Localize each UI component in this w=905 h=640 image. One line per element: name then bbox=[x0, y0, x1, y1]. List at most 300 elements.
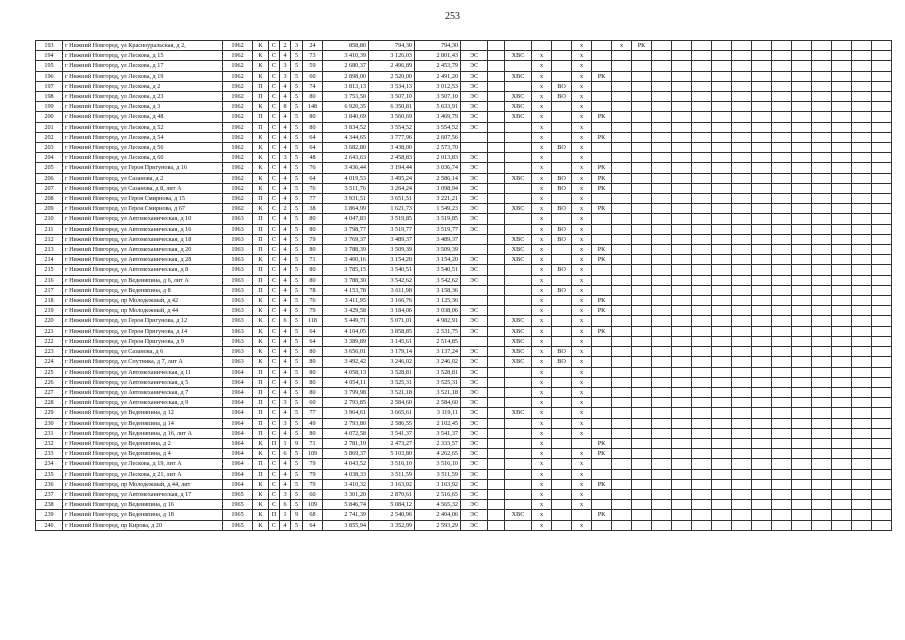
table-cell bbox=[672, 153, 692, 163]
table-cell: 208 bbox=[36, 194, 63, 204]
table-cell: ЭС bbox=[461, 500, 488, 510]
table-cell: 3 507,10 bbox=[369, 92, 415, 102]
table-cell bbox=[812, 296, 832, 306]
table-cell: ЭС bbox=[461, 306, 488, 316]
table-cell: 71 bbox=[303, 255, 323, 265]
table-cell bbox=[872, 81, 892, 91]
table-cell: 3 410,32 bbox=[323, 479, 369, 489]
table-cell: 4 bbox=[280, 173, 291, 183]
table-cell: 3 154,20 bbox=[415, 255, 461, 265]
table-row bbox=[36, 61, 892, 71]
table-cell bbox=[832, 316, 852, 326]
table-cell bbox=[752, 367, 772, 377]
table-cell bbox=[752, 122, 772, 132]
table-cell: С bbox=[269, 500, 280, 510]
table-cell: 2 bbox=[280, 204, 291, 214]
table-cell bbox=[732, 224, 752, 234]
address-cell: г Нижний Новгород, ул Лескова, д 17 bbox=[63, 61, 223, 71]
table-cell: x bbox=[572, 224, 592, 234]
table-cell bbox=[692, 357, 712, 367]
table-cell: ЭС bbox=[461, 316, 488, 326]
table-row bbox=[36, 153, 892, 163]
table-cell bbox=[732, 489, 752, 499]
table-cell bbox=[732, 194, 752, 204]
table-cell bbox=[712, 122, 732, 132]
table-cell bbox=[812, 71, 832, 81]
table-cell bbox=[832, 102, 852, 112]
table-cell: 3 163,92 bbox=[415, 479, 461, 489]
table-cell bbox=[852, 122, 872, 132]
table-cell bbox=[812, 316, 832, 326]
table-cell: 5 bbox=[291, 163, 303, 173]
table-cell bbox=[592, 347, 612, 357]
table-cell bbox=[812, 224, 832, 234]
address-cell: г Нижний Новгород, ул Автомеханическая, д 9 bbox=[63, 398, 223, 408]
table-cell bbox=[652, 459, 672, 469]
table-cell: 4 bbox=[280, 143, 291, 153]
table-cell: 4 153,78 bbox=[323, 285, 369, 295]
table-cell bbox=[792, 449, 812, 459]
table-row bbox=[36, 173, 892, 183]
table-cell: 5 bbox=[291, 326, 303, 336]
table-cell bbox=[632, 92, 652, 102]
table-cell bbox=[812, 41, 832, 51]
table-cell bbox=[692, 438, 712, 448]
table-cell: ЭС bbox=[461, 438, 488, 448]
address-cell: г Нижний Новгород, ул Автомеханическая, д 11 bbox=[63, 367, 223, 377]
table-row bbox=[36, 234, 892, 244]
table-cell: К bbox=[253, 41, 269, 51]
table-cell bbox=[505, 143, 532, 153]
table-cell: 1962 bbox=[223, 163, 253, 173]
table-cell bbox=[852, 102, 872, 112]
table-cell bbox=[692, 245, 712, 255]
table-cell bbox=[612, 377, 632, 387]
table-row bbox=[36, 255, 892, 265]
table-cell bbox=[832, 285, 852, 295]
table-cell: 77 bbox=[303, 408, 323, 418]
address-cell: г Нижний Новгород, ул Автомеханическая, д 16 bbox=[63, 224, 223, 234]
table-row bbox=[36, 398, 892, 408]
table-cell bbox=[505, 81, 532, 91]
table-cell: П bbox=[253, 92, 269, 102]
table-cell: ЭС bbox=[461, 163, 488, 173]
table-cell: К bbox=[253, 183, 269, 193]
table-cell: 1964 bbox=[223, 459, 253, 469]
table-cell bbox=[672, 132, 692, 142]
table-cell bbox=[712, 367, 732, 377]
table-cell bbox=[632, 418, 652, 428]
table-cell: 1 864,99 bbox=[323, 204, 369, 214]
table-cell bbox=[652, 306, 672, 316]
table-cell: 3 098,94 bbox=[415, 183, 461, 193]
table-cell bbox=[832, 469, 852, 479]
table-cell: 76 bbox=[303, 163, 323, 173]
table-cell bbox=[592, 316, 612, 326]
table-cell: ВО bbox=[552, 224, 572, 234]
table-cell: x bbox=[572, 418, 592, 428]
table-cell bbox=[732, 418, 752, 428]
table-cell: 5 bbox=[291, 377, 303, 387]
table-cell bbox=[692, 306, 712, 316]
table-cell bbox=[672, 326, 692, 336]
table-cell: 1962 bbox=[223, 143, 253, 153]
table-body bbox=[36, 41, 892, 531]
table-cell: 9 bbox=[291, 438, 303, 448]
table-cell: 1963 bbox=[223, 347, 253, 357]
table-cell bbox=[488, 265, 505, 275]
table-row bbox=[36, 81, 892, 91]
table-cell: 5 bbox=[291, 336, 303, 346]
table-row bbox=[36, 357, 892, 367]
table-cell bbox=[692, 183, 712, 193]
table-cell bbox=[652, 214, 672, 224]
table-cell bbox=[652, 510, 672, 520]
table-cell: 197 bbox=[36, 81, 63, 91]
table-cell: 1963 bbox=[223, 255, 253, 265]
table-cell: С bbox=[269, 347, 280, 357]
table-cell: 3 516,10 bbox=[415, 459, 461, 469]
table-cell bbox=[792, 479, 812, 489]
table-cell: 1 549,23 bbox=[415, 204, 461, 214]
table-cell bbox=[772, 398, 792, 408]
table-cell bbox=[672, 459, 692, 469]
table-cell: 1962 bbox=[223, 102, 253, 112]
table-cell bbox=[712, 163, 732, 173]
table-cell: ХВС bbox=[505, 51, 532, 61]
table-cell: x bbox=[572, 336, 592, 346]
table-cell bbox=[505, 153, 532, 163]
table-cell: 109 bbox=[303, 449, 323, 459]
table-row bbox=[36, 92, 892, 102]
table-cell bbox=[852, 377, 872, 387]
table-cell bbox=[852, 194, 872, 204]
table-cell: 74 bbox=[303, 81, 323, 91]
table-cell: x bbox=[532, 428, 552, 438]
table-cell: 38 bbox=[303, 204, 323, 214]
table-cell bbox=[652, 153, 672, 163]
address-cell: г Нижний Новгород, ул Автомеханическая, д 17 bbox=[63, 489, 223, 499]
table-cell bbox=[772, 81, 792, 91]
table-cell: 202 bbox=[36, 132, 63, 142]
table-cell bbox=[872, 132, 892, 142]
table-cell bbox=[592, 357, 612, 367]
table-cell: С bbox=[269, 306, 280, 316]
table-cell: x bbox=[572, 398, 592, 408]
table-cell: 223 bbox=[36, 347, 63, 357]
table-cell bbox=[712, 285, 732, 295]
table-cell bbox=[505, 500, 532, 510]
table-cell: С bbox=[269, 112, 280, 122]
table-cell bbox=[752, 510, 772, 520]
table-cell bbox=[552, 255, 572, 265]
table-cell: 4 bbox=[280, 336, 291, 346]
table-cell bbox=[712, 132, 732, 142]
table-cell: 80 bbox=[303, 112, 323, 122]
table-cell bbox=[552, 306, 572, 316]
table-cell bbox=[632, 285, 652, 295]
table-cell bbox=[612, 71, 632, 81]
table-cell bbox=[692, 418, 712, 428]
table-cell bbox=[632, 61, 652, 71]
table-cell: 4 344,65 bbox=[323, 132, 369, 142]
table-cell bbox=[812, 102, 832, 112]
table-cell: П bbox=[253, 265, 269, 275]
table-cell bbox=[488, 224, 505, 234]
table-cell bbox=[812, 61, 832, 71]
table-cell: 227 bbox=[36, 387, 63, 397]
table-cell bbox=[592, 418, 612, 428]
table-cell: С bbox=[269, 173, 280, 183]
table-cell: x bbox=[532, 510, 552, 520]
table-cell bbox=[752, 194, 772, 204]
table-cell bbox=[692, 479, 712, 489]
table-cell bbox=[632, 500, 652, 510]
table-cell: 4 bbox=[280, 255, 291, 265]
table-cell bbox=[488, 387, 505, 397]
table-cell: С bbox=[269, 153, 280, 163]
address-cell: г Нижний Новгород, ул Веденяпина, д 16 bbox=[63, 500, 223, 510]
address-cell: г Нижний Новгород, ул Лескова, д 2 bbox=[63, 81, 223, 91]
table-cell: С bbox=[269, 357, 280, 367]
table-cell bbox=[832, 255, 852, 265]
table-cell: ЭС bbox=[461, 255, 488, 265]
table-cell: 80 bbox=[303, 387, 323, 397]
table-cell: x bbox=[532, 326, 552, 336]
table-cell bbox=[712, 173, 732, 183]
table-cell: ХВС bbox=[505, 92, 532, 102]
table-cell bbox=[832, 275, 852, 285]
table-cell: x bbox=[532, 234, 552, 244]
table-cell: 1965 bbox=[223, 500, 253, 510]
table-cell: ХВС bbox=[505, 204, 532, 214]
table-cell bbox=[612, 214, 632, 224]
table-cell bbox=[792, 520, 812, 530]
table-cell: 4 072,58 bbox=[323, 428, 369, 438]
table-cell bbox=[488, 469, 505, 479]
table-cell bbox=[672, 61, 692, 71]
table-cell: 3 179,14 bbox=[369, 347, 415, 357]
table-cell bbox=[772, 449, 792, 459]
table-cell: 229 bbox=[36, 408, 63, 418]
table-cell bbox=[792, 336, 812, 346]
table-cell bbox=[772, 132, 792, 142]
table-cell bbox=[772, 520, 792, 530]
table-cell: С bbox=[269, 479, 280, 489]
table-cell: 2 586,14 bbox=[415, 173, 461, 183]
table-cell bbox=[632, 449, 652, 459]
table-cell bbox=[852, 520, 872, 530]
table-row bbox=[36, 387, 892, 397]
table-cell: 3 bbox=[280, 71, 291, 81]
table-cell: x bbox=[532, 500, 552, 510]
table-cell: 3 bbox=[280, 489, 291, 499]
table-cell: 2 333,57 bbox=[415, 438, 461, 448]
table-cell bbox=[792, 285, 812, 295]
table-cell bbox=[652, 500, 672, 510]
table-cell: РК bbox=[592, 255, 612, 265]
table-cell: ЭС bbox=[461, 367, 488, 377]
table-cell: 80 bbox=[303, 92, 323, 102]
table-cell: 79 bbox=[303, 479, 323, 489]
table-cell bbox=[488, 173, 505, 183]
table-cell: x bbox=[532, 438, 552, 448]
table-cell bbox=[672, 173, 692, 183]
table-cell: 4 054,11 bbox=[323, 377, 369, 387]
table-cell: 6 920,35 bbox=[323, 102, 369, 112]
table-cell bbox=[792, 183, 812, 193]
table-cell: 5 bbox=[291, 469, 303, 479]
table-cell: 3 163,92 bbox=[369, 479, 415, 489]
table-cell: 4 bbox=[280, 428, 291, 438]
table-cell: 195 bbox=[36, 61, 63, 71]
table-cell: ХВС bbox=[505, 357, 532, 367]
table-cell bbox=[488, 51, 505, 61]
table-cell bbox=[692, 122, 712, 132]
table-cell bbox=[812, 418, 832, 428]
table-cell: 203 bbox=[36, 143, 63, 153]
table-cell bbox=[872, 459, 892, 469]
table-cell: 5 bbox=[291, 428, 303, 438]
table-cell: x bbox=[572, 479, 592, 489]
table-cell bbox=[732, 143, 752, 153]
table-cell: К bbox=[253, 510, 269, 520]
table-cell: К bbox=[253, 326, 269, 336]
table-cell bbox=[672, 357, 692, 367]
table-cell bbox=[632, 479, 652, 489]
table-row bbox=[36, 41, 892, 51]
table-cell bbox=[872, 428, 892, 438]
table-cell bbox=[672, 377, 692, 387]
table-cell bbox=[488, 214, 505, 224]
table-cell: 80 bbox=[303, 214, 323, 224]
table-cell: 224 bbox=[36, 357, 63, 367]
table-cell: 3 119,11 bbox=[415, 408, 461, 418]
table-cell bbox=[832, 398, 852, 408]
table-row bbox=[36, 306, 892, 316]
table-cell bbox=[872, 265, 892, 275]
table-cell bbox=[652, 438, 672, 448]
table-cell bbox=[632, 81, 652, 91]
table-cell: 2 781,19 bbox=[323, 438, 369, 448]
table-cell bbox=[832, 367, 852, 377]
table-cell bbox=[792, 102, 812, 112]
table-cell bbox=[712, 316, 732, 326]
address-cell: г Нижний Новгород, ул Автомеханическая, д 28 bbox=[63, 255, 223, 265]
table-cell bbox=[592, 469, 612, 479]
table-cell bbox=[832, 204, 852, 214]
table-row bbox=[36, 51, 892, 61]
table-cell: 80 bbox=[303, 367, 323, 377]
table-cell bbox=[652, 489, 672, 499]
table-cell bbox=[672, 428, 692, 438]
table-cell: ХВС bbox=[505, 234, 532, 244]
table-cell bbox=[872, 255, 892, 265]
table-cell bbox=[652, 469, 672, 479]
table-cell: 76 bbox=[303, 183, 323, 193]
table-cell bbox=[592, 265, 612, 275]
table-cell bbox=[652, 418, 672, 428]
table-cell bbox=[672, 81, 692, 91]
table-cell bbox=[812, 479, 832, 489]
table-cell bbox=[752, 81, 772, 91]
table-cell bbox=[732, 275, 752, 285]
table-cell bbox=[692, 265, 712, 275]
table-cell bbox=[712, 255, 732, 265]
table-cell: 3 777,96 bbox=[369, 132, 415, 142]
table-cell: 3 788,39 bbox=[323, 245, 369, 255]
table-cell: x bbox=[532, 306, 552, 316]
table-cell bbox=[752, 438, 772, 448]
table-cell bbox=[812, 459, 832, 469]
table-cell bbox=[712, 500, 732, 510]
table-cell bbox=[872, 183, 892, 193]
table-cell: 200 bbox=[36, 112, 63, 122]
table-cell bbox=[488, 255, 505, 265]
table-cell: 1964 bbox=[223, 449, 253, 459]
table-cell: 5 103,80 bbox=[369, 449, 415, 459]
table-cell: 3 611,98 bbox=[369, 285, 415, 295]
table-cell: К bbox=[253, 102, 269, 112]
table-cell bbox=[832, 510, 852, 520]
table-cell bbox=[852, 92, 872, 102]
table-cell bbox=[852, 265, 872, 275]
table-cell bbox=[612, 296, 632, 306]
table-cell bbox=[832, 428, 852, 438]
table-cell bbox=[461, 234, 488, 244]
table-cell bbox=[592, 214, 612, 224]
table-cell: С bbox=[269, 265, 280, 275]
table-cell bbox=[488, 275, 505, 285]
table-cell bbox=[812, 326, 832, 336]
table-cell bbox=[488, 132, 505, 142]
table-cell bbox=[672, 347, 692, 357]
address-cell: г Нижний Новгород, ул Веденяпина, д 14 bbox=[63, 418, 223, 428]
table-cell: ХВС bbox=[505, 347, 532, 357]
address-cell: г Нижний Новгород, ул Героя Пригунова, д 12 bbox=[63, 316, 223, 326]
page-number: 253 bbox=[445, 11, 460, 22]
table-cell bbox=[652, 112, 672, 122]
table-cell bbox=[505, 285, 532, 295]
table-cell: 228 bbox=[36, 398, 63, 408]
table-cell bbox=[632, 459, 652, 469]
table-cell bbox=[672, 194, 692, 204]
table-cell: 109 bbox=[303, 500, 323, 510]
table-cell bbox=[812, 408, 832, 418]
table-cell bbox=[652, 255, 672, 265]
table-cell: РК bbox=[592, 438, 612, 448]
table-cell: ЭС bbox=[461, 183, 488, 193]
table-cell bbox=[872, 275, 892, 285]
table-cell bbox=[732, 122, 752, 132]
table-cell bbox=[812, 183, 832, 193]
table-cell: 4 982,91 bbox=[415, 316, 461, 326]
table-cell bbox=[872, 163, 892, 173]
table-cell bbox=[592, 102, 612, 112]
table-cell: x bbox=[572, 61, 592, 71]
table-cell: К bbox=[253, 438, 269, 448]
table-cell: РК bbox=[632, 41, 652, 51]
table-cell: 2 540,96 bbox=[369, 510, 415, 520]
table-cell: 794,30 bbox=[369, 41, 415, 51]
table-cell bbox=[832, 387, 852, 397]
table-cell bbox=[632, 316, 652, 326]
table-cell bbox=[712, 194, 732, 204]
table-cell: 4 bbox=[280, 194, 291, 204]
table-cell: 4 bbox=[280, 183, 291, 193]
table-cell bbox=[872, 92, 892, 102]
table-cell bbox=[692, 224, 712, 234]
